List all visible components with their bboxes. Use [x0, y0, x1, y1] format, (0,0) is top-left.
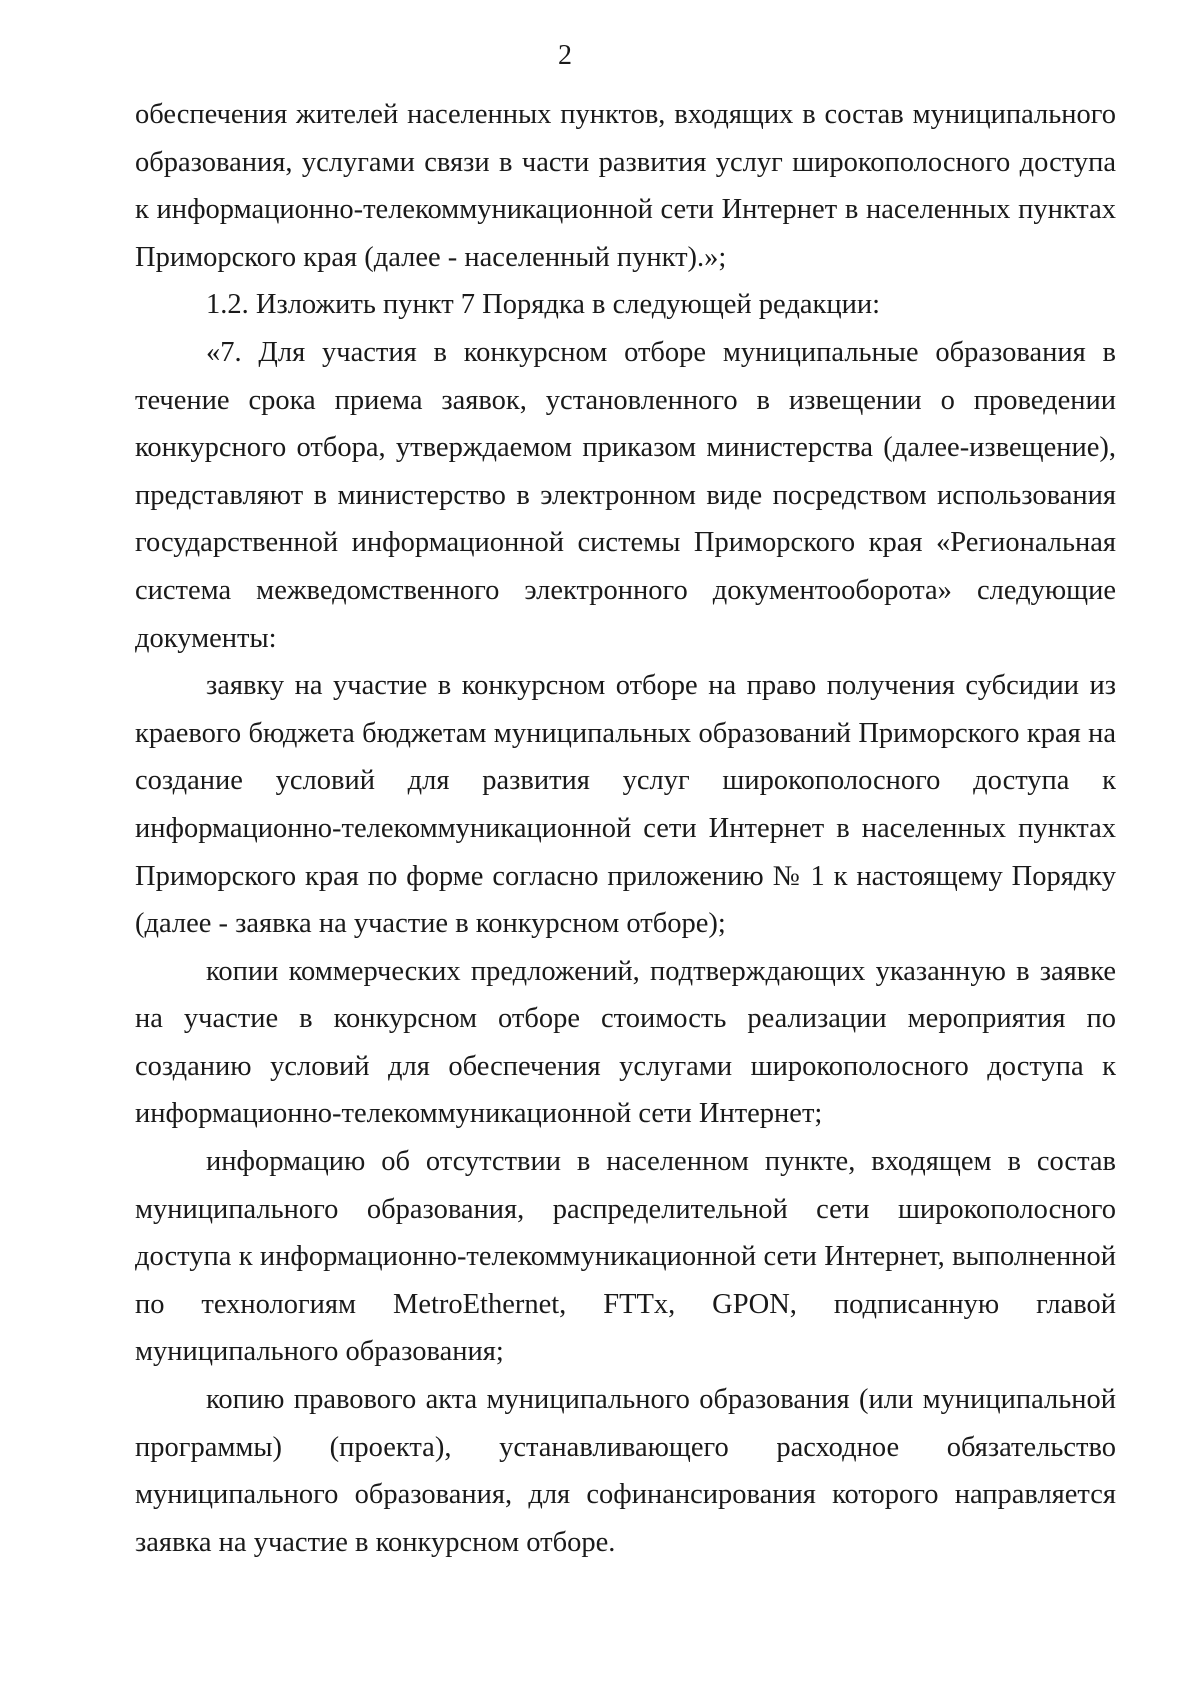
paragraph-amendment-1-2: 1.2. Изложить пункт 7 Порядка в следующей редакции: [206, 289, 880, 321]
paragraph-continuation: обеспечения жителей населенных пунктов, входящих в состав муниципального образования, услугами связи в части развития услуг широкополосного доступа к информационно-телекоммуникационной сети Интернет в населенных пунктах Приморского края (далее - населенный пункт).»; [135, 99, 1116, 273]
paragraph-legal-act: копию правового акта муниципального образования (или муниципальной программы) (проекта), устанавливающего расходное обязательство муниципального образования, для софинансирования которого направляется заявка на участие в конкурсном отборе. [135, 1384, 1116, 1558]
page-number: 2 [558, 40, 572, 71]
paragraph-network-info: информацию об отсутствии в населенном пункте, входящем в состав муниципального образования, распределительной сети широкополосного доступа к информационно-телекоммуникационной сети Интернет, выполненной по технологиям MetroEthernet, FTTx, GPON, подписанную главой муниципального образования; [135, 1146, 1116, 1368]
paragraph-commercial-offers: копии коммерческих предложений, подтверждающих указанную в заявке на участие в конкурсном отборе стоимость реализации мероприятия по созданию условий для обеспечения услугами широкополосного доступа к информационно-телекоммуникационной сети Интернет; [135, 955, 1116, 1130]
paragraph-point-7: «7. Для участия в конкурсном отборе муниципальные образования в течение срока приема заявок, установленного в извещении о проведении конкурсного отбора, утверждаемом приказом министерства (далее-извещение), представляют в министерство в электронном виде посредством использования государственной информационной системы Приморского края «Региональная система межведомственного электронного документооборота» следующие документы: [135, 336, 1116, 654]
document-body [135, 91, 1116, 1566]
paragraph-application: заявку на участие в конкурсном отборе на право получения субсидии из краевого бюджета бюджетам муниципальных образований Приморского края на создание условий для развития услуг широкополосного доступа к информационно-телекоммуникационной сети Интернет в населенных пунктах Приморского края по форме согласно приложению № 1 к настоящему Порядку (далее - заявка на участие в конкурсном отборе); [135, 670, 1116, 940]
